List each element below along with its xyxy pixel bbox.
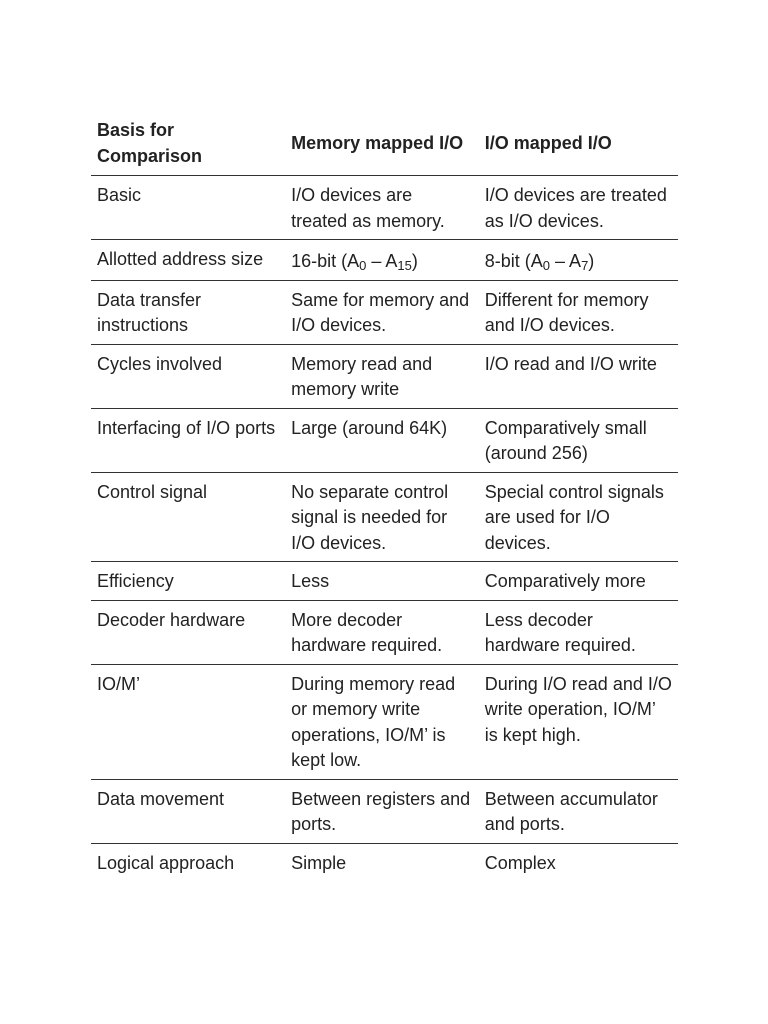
memory-mapped-cell: Between registers and ports.: [285, 779, 479, 843]
row-label: Efficiency: [91, 562, 285, 601]
io-mapped-cell: I/O devices are treated as I/O devices.: [479, 176, 678, 240]
io-mapped-cell: During I/O read and I/O write operation, IO/M’ is kept high.: [479, 664, 678, 779]
io-mapped-cell: Complex: [479, 843, 678, 881]
row-label: Control signal: [91, 472, 285, 562]
row-label: Data transfer instructions: [91, 280, 285, 344]
table-row: [91, 176, 678, 240]
io-mapped-cell: Different for memory and I/O devices.: [479, 280, 678, 344]
table-row: [91, 472, 678, 562]
formula-prefix: 8-bit (A: [484, 251, 543, 271]
row-label: Data movement: [91, 779, 285, 843]
table-row: [91, 562, 678, 601]
table-row: [91, 408, 678, 472]
memory-mapped-cell: I/O devices are treated as memory.: [285, 176, 479, 240]
formula-suffix: ): [411, 251, 418, 271]
memory-mapped-cell: [285, 240, 479, 281]
io-mapped-cell: Comparatively small (around 256): [479, 408, 678, 472]
header-row: [91, 110, 678, 176]
formula-subscript-start: 0: [359, 258, 367, 273]
comparison-table: [91, 110, 678, 881]
table-row: [91, 779, 678, 843]
memory-mapped-cell: During memory read or memory write operations, IO/M’ is kept low.: [285, 664, 479, 779]
formula-subscript-end: 15: [397, 258, 412, 273]
table-row: [91, 344, 678, 408]
io-mapped-cell: [479, 240, 678, 281]
table-row: [91, 280, 678, 344]
formula-subscript-start: 0: [542, 258, 551, 273]
table-header: [91, 110, 678, 176]
io-mapped-cell: I/O read and I/O write: [479, 344, 678, 408]
memory-mapped-cell: More decoder hardware required.: [285, 600, 479, 664]
header-io-mapped: I/O mapped I/O: [484, 132, 612, 153]
io-mapped-cell: Between accumulator and ports.: [479, 779, 678, 843]
io-mapped-cell: Less decoder hardware required.: [479, 600, 678, 664]
formula-subscript-end: 7: [581, 258, 589, 273]
formula-suffix: ): [588, 251, 595, 271]
row-label: Basic: [91, 176, 285, 240]
row-label: Allotted address size: [91, 240, 285, 281]
row-label: Cycles involved: [91, 344, 285, 408]
formula-dash: – A: [366, 251, 398, 271]
io-mapped-cell: Comparatively more: [479, 562, 678, 601]
table-row: [91, 664, 678, 779]
table-row: [91, 600, 678, 664]
row-label: Decoder hardware: [91, 600, 285, 664]
memory-mapped-cell: Simple: [285, 843, 479, 881]
memory-mapped-cell: Memory read and memory write: [285, 344, 479, 408]
header-memory-mapped: Memory mapped I/O: [291, 132, 464, 153]
header-basis: Basis for Comparison: [97, 120, 203, 166]
table-row: [91, 843, 678, 881]
row-label: IO/M’: [91, 664, 285, 779]
table-row: [91, 240, 678, 281]
memory-mapped-cell: No separate control signal is needed for I/O devices.: [285, 472, 479, 562]
memory-mapped-cell: Large (around 64K): [285, 408, 479, 472]
table-body: [91, 176, 678, 882]
memory-mapped-cell: Same for memory and I/O devices.: [285, 280, 479, 344]
formula-prefix: 16-bit (A: [291, 251, 360, 271]
formula-dash: – A: [550, 251, 582, 271]
memory-mapped-cell: Less: [285, 562, 479, 601]
io-mapped-cell: Special control signals are used for I/O devices.: [479, 472, 678, 562]
row-label: Logical approach: [91, 843, 285, 881]
row-label: Interfacing of I/O ports: [91, 408, 285, 472]
